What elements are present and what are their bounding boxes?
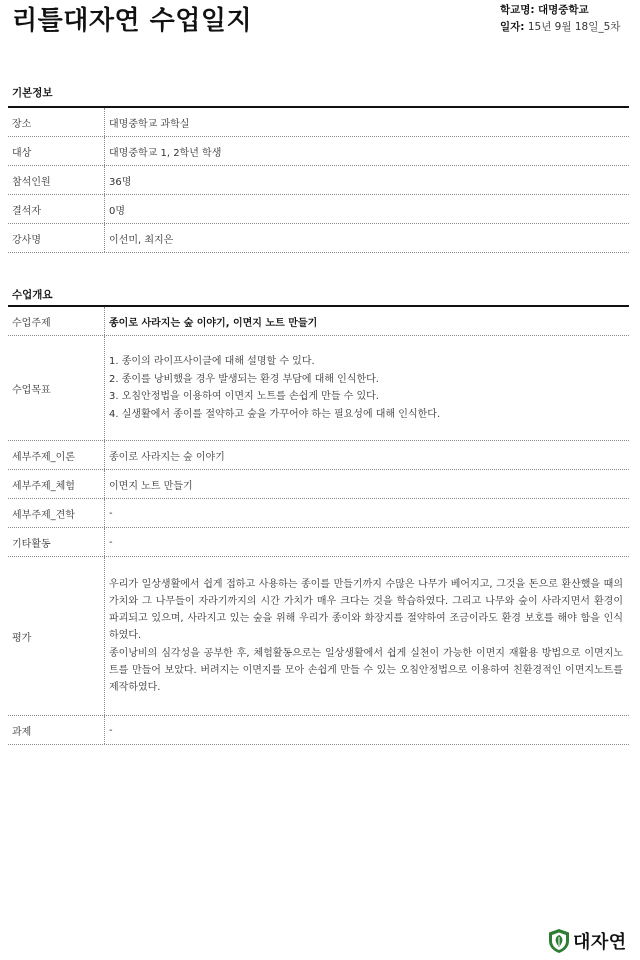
goals-row <box>8 336 629 441</box>
goals-list <box>109 353 440 423</box>
table-row <box>8 224 629 253</box>
other-value: - <box>109 536 113 548</box>
field-trip-label: 세부주제_견학 <box>8 499 105 527</box>
header-meta <box>500 2 620 36</box>
row-value: 대명중학교 1, 2학년 학생 <box>109 147 222 159</box>
row-label: 참석인원 <box>8 166 105 194</box>
experience-label: 세부주제_체험 <box>8 470 105 498</box>
date-value: 15년 9월 18일_5차 <box>527 21 621 33</box>
field-trip-row <box>8 499 629 528</box>
row-label: 대상 <box>8 137 105 165</box>
school-label: 학교명: <box>500 4 535 16</box>
row-value: 대명중학교 과학실 <box>109 118 190 130</box>
logo-text: 대자연 <box>573 932 627 953</box>
theory-label: 세부주제_이론 <box>8 441 105 469</box>
goals-value <box>105 336 629 440</box>
row-label: 장소 <box>8 108 105 136</box>
basic-info-table <box>8 106 629 253</box>
shield-leaf-icon <box>548 928 570 954</box>
school-value: 대명중학교 <box>537 4 589 16</box>
list-item: 3. 오침안정법을 이용하여 이면지 노트를 손쉽게 만들 수 있다. <box>109 391 379 402</box>
table-row <box>8 195 629 224</box>
page-title: 리틀대자연 수업일지 <box>12 6 253 36</box>
table-row <box>8 137 629 166</box>
assignment-label: 과제 <box>8 716 105 744</box>
table-row <box>8 166 629 195</box>
overview-title: 수업개요 <box>12 289 53 301</box>
date-label: 일자: <box>500 21 525 33</box>
footer-logo <box>548 928 627 954</box>
assignment-value: - <box>109 724 113 736</box>
topic-row <box>8 307 629 336</box>
row-value: 36명 <box>109 176 132 188</box>
topic-value: 종이로 사라지는 숲 이야기, 이면지 노트 만들기 <box>109 317 318 329</box>
overview-table <box>8 305 629 745</box>
list-item: 2. 종이를 낭비했을 경우 발생되는 환경 부담에 대해 인식한다. <box>109 373 379 385</box>
evaluation-row <box>8 557 629 716</box>
row-value: 0명 <box>109 205 126 217</box>
date-line <box>500 19 620 36</box>
list-item: 4. 실생활에서 종이를 절약하고 숲을 가꾸어야 하는 필요성에 대해 인식한다. <box>109 408 441 420</box>
row-value: 이선미, 최지은 <box>109 234 174 246</box>
field-trip-value: - <box>109 507 113 519</box>
goals-label: 수업목표 <box>8 336 105 440</box>
other-row <box>8 528 629 557</box>
theory-value: 종이로 사라지는 숲 이야기 <box>109 451 225 463</box>
list-item: 1. 종이의 라이프사이클에 대해 설명할 수 있다. <box>109 356 315 367</box>
experience-row <box>8 470 629 499</box>
basic-info-title: 기본정보 <box>12 87 53 99</box>
evaluation-value <box>105 557 629 715</box>
topic-label: 수업주제 <box>8 307 105 335</box>
other-label: 기타활동 <box>8 528 105 556</box>
table-row <box>8 108 629 137</box>
evaluation-paragraph: 종이낭비의 심각성을 공부한 후, 체험활동으로는 일상생활에서 쉽게 실천이 가능한 이면지 재활용 방법으로 이면지노트를 만들어 보았다. 버려지는 이면지를 모아 손쉽게 만들 수 있는 오침안정법으로 이용하여 친환경적인 이면지노트를 제작하였다. <box>109 647 623 693</box>
row-label: 강사명 <box>8 224 105 252</box>
evaluation-text <box>109 576 623 696</box>
theory-row <box>8 441 629 470</box>
evaluation-label: 평가 <box>8 557 105 715</box>
assignment-row <box>8 716 629 745</box>
school-line <box>500 2 620 19</box>
evaluation-paragraph: 우리가 일상생활에서 쉽게 접하고 사용하는 종이를 만들기까지 수많은 나무가 베어지고, 그것을 돈으로 환산했을 때의 가치와 그 나무들이 자라기까지의 시간 가치가 매우 크다는 것을 학습하였다. 그리고 나무와 숲이 사라지면서 환경이 파괴되고 있으며, 사라지고 있는 숲을 위해 우리가 종이와 화장지를 절약하여 조금이라도 환경 보호를 해야 함을 인식하였다. <box>109 578 623 642</box>
row-label: 결석자 <box>8 195 105 223</box>
experience-value: 이면지 노트 만들기 <box>109 480 193 492</box>
